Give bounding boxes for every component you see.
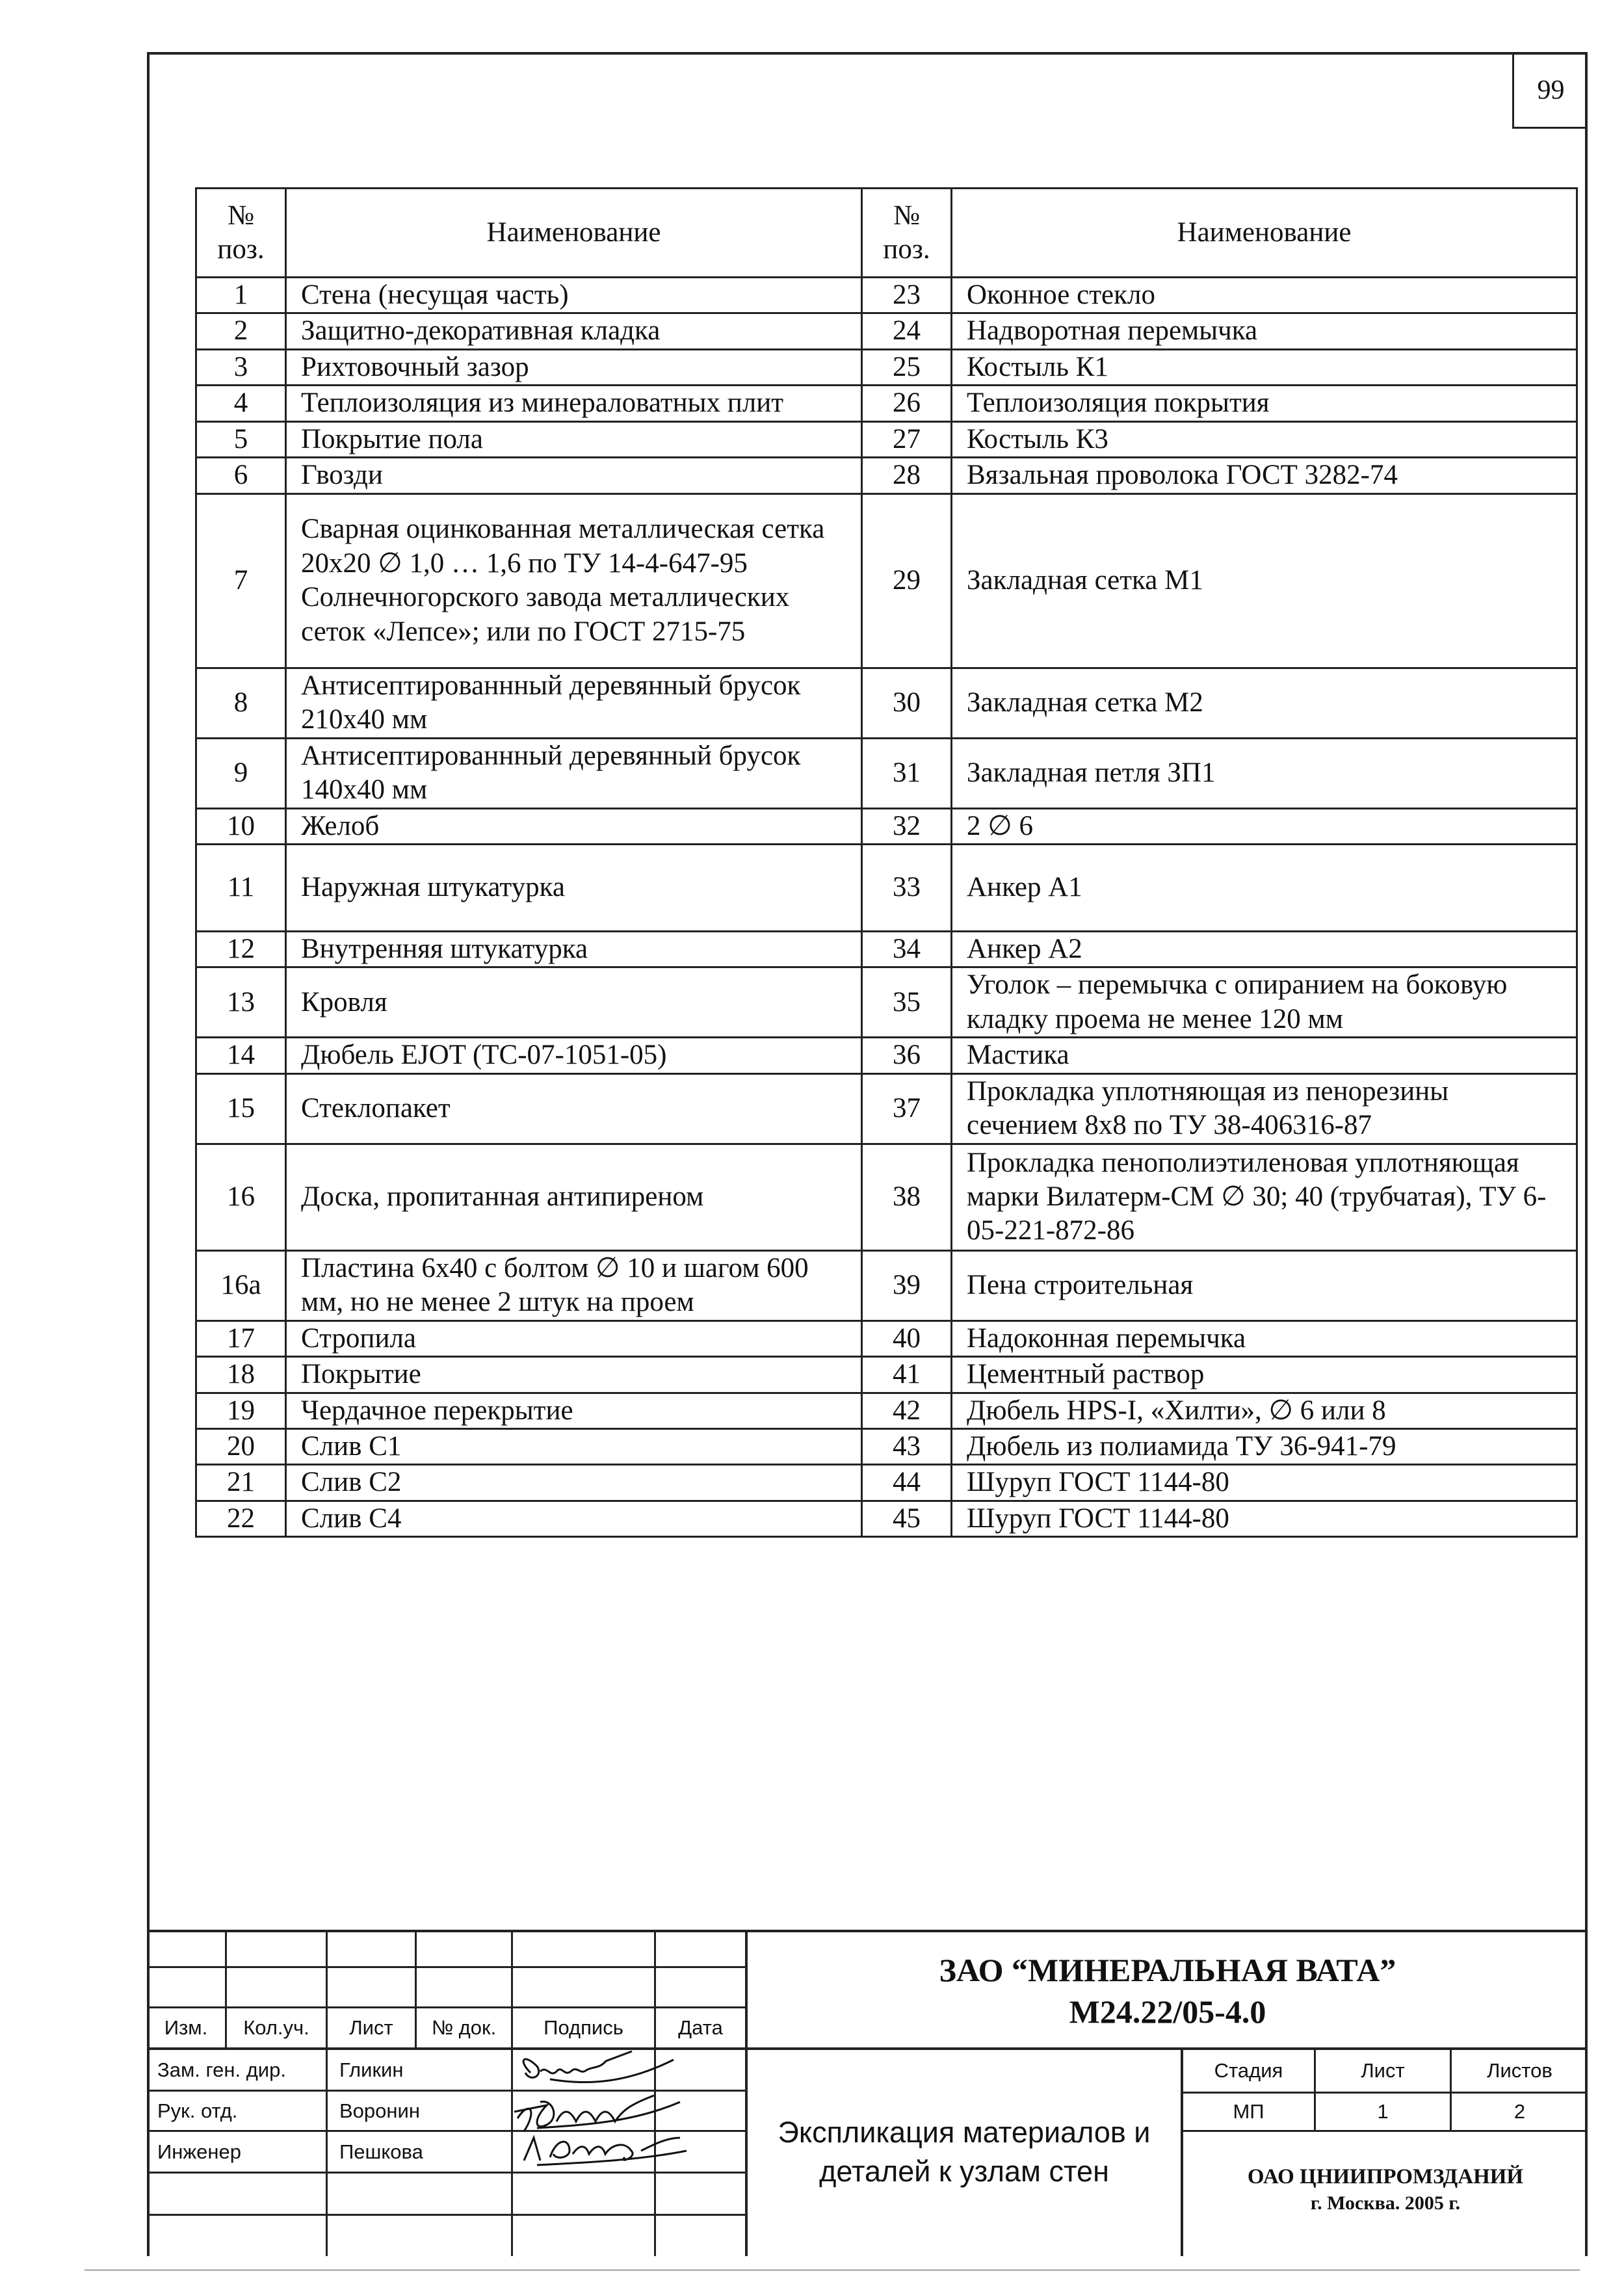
cell-pos-right: 36 <box>862 1038 952 1073</box>
cell-pos-left: 6 <box>196 458 286 493</box>
col-kol: Кол.уч. <box>243 2016 309 2039</box>
page-number: 99 <box>1512 53 1588 129</box>
cell-pos-left: 7 <box>196 493 286 668</box>
cell-name-left: Пластина 6х40 с болтом ∅ 10 и шагом 600 мм, но не менее 2 штук на проем <box>286 1250 862 1320</box>
cell-name-left: Желоб <box>286 808 862 844</box>
cell-pos-right: 23 <box>862 278 952 313</box>
col-sign: Подпись <box>544 2016 623 2039</box>
table-row <box>196 738 1577 808</box>
table-row <box>196 1073 1577 1144</box>
cell-name-left: Слив С4 <box>286 1501 862 1536</box>
cell-pos-left: 13 <box>196 967 286 1038</box>
sheets-label: Листов <box>1487 2059 1552 2082</box>
sheet-label: Лист <box>1361 2059 1405 2082</box>
cell-name-right: Закладная сетка М2 <box>952 668 1577 738</box>
cell-pos-left: 18 <box>196 1357 286 1393</box>
stage-label: Стадия <box>1214 2059 1283 2082</box>
tb-top-line <box>147 1930 1588 1932</box>
cell-name-left: Чердачное перекрытие <box>286 1393 862 1428</box>
cell-name-left: Сварная оцинкованная металлическая сетка 20х20 ∅ 1,0 … 1,6 по ТУ 14-4-647-95 Солнечногорского завода металлических сеток «Лепсе»; или по ГОСТ 2715-75 <box>286 493 862 668</box>
cell-pos-right: 25 <box>862 349 952 385</box>
table-row <box>196 1038 1577 1073</box>
cell-name-right: Теплоизоляция покрытия <box>952 386 1577 421</box>
name-3: Пешкова <box>339 2140 423 2163</box>
table-row <box>196 1393 1577 1428</box>
cell-pos-left: 1 <box>196 278 286 313</box>
cell-name-left: Дюбель EJOT (ТС-07-1051-05) <box>286 1038 862 1073</box>
signatures <box>511 2047 706 2177</box>
cell-name-left: Гвозди <box>286 458 862 493</box>
col-doc: № док. <box>431 2016 497 2039</box>
cell-name-right: Надоконная перемычка <box>952 1320 1577 1356</box>
cell-pos-left: 12 <box>196 931 286 967</box>
cell-name-left: Покрытие пола <box>286 421 862 457</box>
col-izm: Изм. <box>164 2016 208 2039</box>
cell-pos-right: 30 <box>862 668 952 738</box>
cell-name-left: Слив С1 <box>286 1428 862 1464</box>
header-name-right: Наименование <box>952 189 1577 278</box>
cell-pos-left: 16 <box>196 1144 286 1250</box>
cell-pos-left: 14 <box>196 1038 286 1073</box>
cell-name-right: Анкер А2 <box>952 931 1577 967</box>
cell-name-left: Покрытие <box>286 1357 862 1393</box>
cell-name-right: Прокладка уплотняющая из пенорезины сечением 8х8 по ТУ 38-406316-87 <box>952 1073 1577 1144</box>
table-row <box>196 668 1577 738</box>
company-name: ЗАО “МИНЕРАЛЬНАЯ ВАТА” <box>939 1952 1396 1988</box>
cell-name-right: 2 ∅ 6 <box>952 808 1577 844</box>
col-list: Лист <box>349 2016 393 2039</box>
tb-line <box>1183 2130 1588 2132</box>
cell-name-right: Дюбель HPS-I, «Хилти», ∅ 6 или 8 <box>952 1393 1577 1428</box>
organization: ОАО ЦНИИПРОМЗДАНИЙ <box>1247 2165 1524 2188</box>
cell-pos-right: 42 <box>862 1393 952 1428</box>
header-pos-left: № поз. <box>196 189 286 278</box>
cell-pos-left: 11 <box>196 844 286 931</box>
cell-name-left: Антисептированнный деревянный брусок 140х40 мм <box>286 738 862 808</box>
table-row <box>196 1250 1577 1320</box>
cell-name-right: Костыль К3 <box>952 421 1577 457</box>
cell-name-right: Костыль К1 <box>952 349 1577 385</box>
role-3: Инженер <box>157 2140 241 2163</box>
header-name-left: Наименование <box>286 189 862 278</box>
table-row <box>196 349 1577 385</box>
cell-name-left: Наружная штукатурка <box>286 844 862 931</box>
cell-pos-left: 4 <box>196 386 286 421</box>
cell-pos-left: 8 <box>196 668 286 738</box>
cell-pos-left: 16а <box>196 1250 286 1320</box>
cell-pos-right: 44 <box>862 1465 952 1501</box>
cell-pos-right: 31 <box>862 738 952 808</box>
cell-name-right: Шуруп ГОСТ 1144-80 <box>952 1465 1577 1501</box>
cell-pos-right: 43 <box>862 1428 952 1464</box>
table-row <box>196 493 1577 668</box>
cell-name-right: Прокладка пенополиэтиленовая уплотняющая марки Вилатерм-СМ ∅ 30; 40 (трубчатая), ТУ 6-05-221-872-86 <box>952 1144 1577 1250</box>
cell-name-right: Шуруп ГОСТ 1144-80 <box>952 1501 1577 1536</box>
cell-name-right: Надворотная перемычка <box>952 313 1577 349</box>
cell-pos-left: 3 <box>196 349 286 385</box>
table-row <box>196 1428 1577 1464</box>
cell-pos-right: 34 <box>862 931 952 967</box>
document-code: М24.22/05-4.0 <box>1069 1993 1266 2030</box>
cell-pos-left: 17 <box>196 1320 286 1356</box>
cell-pos-left: 5 <box>196 421 286 457</box>
doc-title-line1: Экспликация материалов и <box>778 2116 1151 2149</box>
cell-name-left: Кровля <box>286 967 862 1038</box>
cell-name-right: Оконное стекло <box>952 278 1577 313</box>
table-row <box>196 386 1577 421</box>
cell-pos-left: 20 <box>196 1428 286 1464</box>
title-block <box>147 1930 1588 2256</box>
cell-name-right: Дюбель из полиамида ТУ 36-941-79 <box>952 1428 1577 1464</box>
cell-name-left: Внутренняя штукатурка <box>286 931 862 967</box>
cell-name-left: Рихтовочный зазор <box>286 349 862 385</box>
table-row <box>196 1144 1577 1250</box>
cell-name-right: Цементный раствор <box>952 1357 1577 1393</box>
cell-pos-right: 28 <box>862 458 952 493</box>
name-2: Воронин <box>339 2099 420 2122</box>
cell-pos-left: 19 <box>196 1393 286 1428</box>
table-row <box>196 421 1577 457</box>
table-row <box>196 313 1577 349</box>
tb-line <box>326 1930 328 2256</box>
cell-pos-right: 38 <box>862 1144 952 1250</box>
cell-pos-left: 21 <box>196 1465 286 1501</box>
doc-title-line2: деталей к узлам стен <box>819 2155 1109 2188</box>
role-2: Рук. отд. <box>157 2099 238 2122</box>
cell-pos-right: 24 <box>862 313 952 349</box>
cell-pos-left: 15 <box>196 1073 286 1144</box>
cell-pos-right: 37 <box>862 1073 952 1144</box>
table-row <box>196 1501 1577 1536</box>
table-row <box>196 278 1577 313</box>
table-row <box>196 1465 1577 1501</box>
cell-pos-right: 41 <box>862 1357 952 1393</box>
cell-name-right: Вязальная проволока ГОСТ 3282-74 <box>952 458 1577 493</box>
table-row <box>196 931 1577 967</box>
cell-name-right: Уголок – перемычка с опиранием на боковую кладку проема не менее 120 мм <box>952 967 1577 1038</box>
table-row <box>196 458 1577 493</box>
cell-name-left: Стена (несущая часть) <box>286 278 862 313</box>
cell-pos-right: 45 <box>862 1501 952 1536</box>
table-header-row <box>196 189 1577 278</box>
cell-name-left: Антисептированнный деревянный брусок 210х40 мм <box>286 668 862 738</box>
name-1: Гликин <box>339 2058 404 2081</box>
cell-pos-right: 40 <box>862 1320 952 1356</box>
cell-pos-right: 33 <box>862 844 952 931</box>
cell-pos-left: 9 <box>196 738 286 808</box>
cell-pos-right: 32 <box>862 808 952 844</box>
table-body <box>196 278 1577 1537</box>
cell-name-right: Закладная сетка М1 <box>952 493 1577 668</box>
table-row <box>196 1320 1577 1356</box>
cell-name-left: Слив С2 <box>286 1465 862 1501</box>
scan-edge-line <box>85 2269 1580 2271</box>
cell-name-left: Стропила <box>286 1320 862 1356</box>
table-row <box>196 1357 1577 1393</box>
cell-name-right: Анкер А1 <box>952 844 1577 931</box>
sheet-value: 1 <box>1377 2100 1389 2123</box>
cell-pos-right: 39 <box>862 1250 952 1320</box>
table-row <box>196 844 1577 931</box>
cell-pos-right: 27 <box>862 421 952 457</box>
table-row <box>196 808 1577 844</box>
cell-name-left: Теплоизоляция из минераловатных плит <box>286 386 862 421</box>
col-date: Дата <box>678 2016 723 2039</box>
cell-name-left: Доска, пропитанная антипиреном <box>286 1144 862 1250</box>
cell-name-left: Стеклопакет <box>286 1073 862 1144</box>
header-pos-right: № поз. <box>862 189 952 278</box>
materials-table <box>195 187 1578 1538</box>
organization-city: г. Москва. 2005 г. <box>1310 2192 1461 2214</box>
cell-pos-right: 29 <box>862 493 952 668</box>
cell-pos-right: 26 <box>862 386 952 421</box>
sheets-value: 2 <box>1513 2100 1526 2123</box>
stage-value: МП <box>1233 2100 1264 2123</box>
role-1: Зам. ген. дир. <box>157 2058 286 2081</box>
table-row <box>196 967 1577 1038</box>
cell-name-left: Защитно-декоративная кладка <box>286 313 862 349</box>
cell-pos-left: 2 <box>196 313 286 349</box>
cell-pos-left: 22 <box>196 1501 286 1536</box>
cell-pos-left: 10 <box>196 808 286 844</box>
cell-name-right: Мастика <box>952 1038 1577 1073</box>
cell-pos-right: 35 <box>862 967 952 1038</box>
cell-name-right: Закладная петля ЗП1 <box>952 738 1577 808</box>
cell-name-right: Пена строительная <box>952 1250 1577 1320</box>
